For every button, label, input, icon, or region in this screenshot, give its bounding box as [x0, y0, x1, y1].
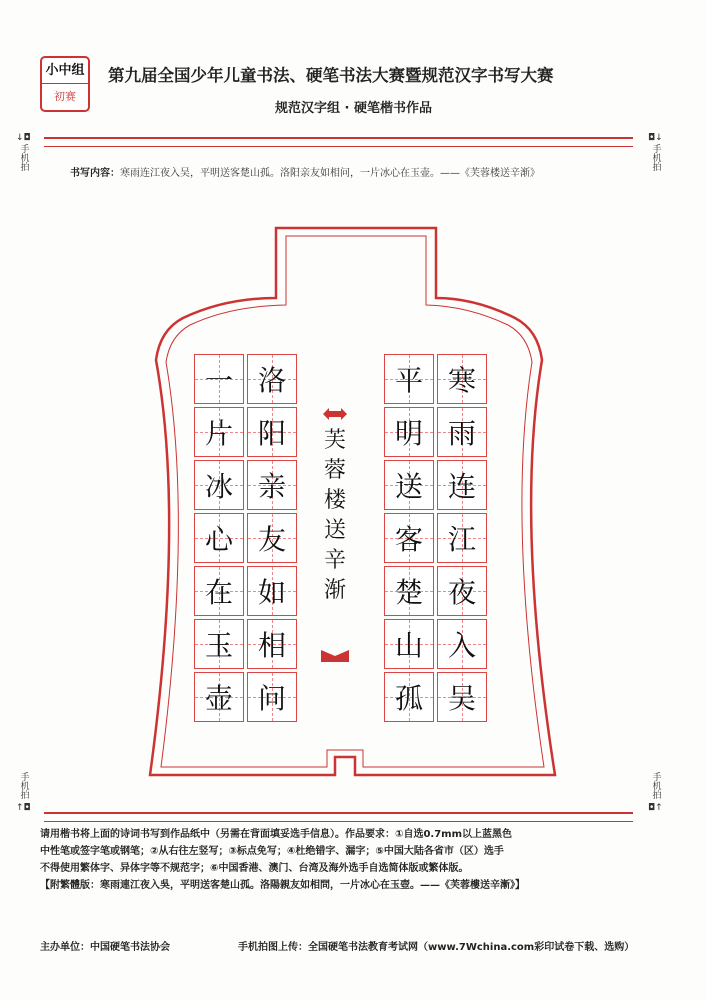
- grid-cell: [194, 513, 244, 563]
- poem-character: 亲: [257, 470, 286, 503]
- poem-character: 相: [257, 629, 286, 662]
- grid-cell: [384, 354, 434, 404]
- grid-cell: [194, 619, 244, 669]
- poem-character: 一: [204, 364, 233, 397]
- grid-cell: [384, 619, 434, 669]
- poem-character: 山: [394, 629, 423, 662]
- instructions-line-4: 【附繁體版：寒雨連江夜入吳，平明送客楚山孤。洛陽親友如相問，一片冰心在玉壺。——《芙蓉樓送辛漸》】: [40, 880, 525, 891]
- poem-character: 平: [394, 364, 423, 397]
- side-label: 手机拍: [18, 772, 29, 799]
- poem-character: 连: [447, 470, 476, 503]
- grid-cell: [384, 407, 434, 457]
- poem-character: 孤: [394, 682, 423, 715]
- instructions-line-2: 中性笔或签字笔或钢笔；②从右往左竖写；③标点免写；④杜绝错字、漏字；⑤中国大陆各省市（区）选手: [40, 846, 504, 857]
- camera-icon: ◘↓: [648, 133, 663, 143]
- grid-cell: [194, 354, 244, 404]
- poem-character: 寒: [447, 364, 476, 397]
- grid-cell: [437, 513, 487, 563]
- poem-character: 问: [257, 682, 286, 715]
- instructions: [40, 826, 666, 894]
- grid-cell: [384, 672, 434, 722]
- writing-content-label: 书写内容：: [70, 168, 120, 179]
- grid-cell: [247, 513, 297, 563]
- grid-cell: [437, 619, 487, 669]
- grid-cell: [384, 566, 434, 616]
- poem-character: 客: [394, 523, 423, 556]
- page-title: 第九届全国少年儿童书法、硬笔书法大赛暨规范汉字书写大赛: [108, 66, 554, 85]
- grid-cell: [437, 672, 487, 722]
- side-label: 手机拍: [18, 144, 29, 171]
- grid-cell: [194, 566, 244, 616]
- ornament-bottom-icon: [321, 650, 349, 662]
- instructions-line-3: 不得使用繁体字、异体字等不规范字；⑥中国香港、澳门、台湾及海外选手自选简体版或繁体版。: [40, 863, 469, 874]
- poem-character: 吴: [447, 682, 476, 715]
- poem-character: 心: [204, 523, 233, 556]
- grid-cell: [384, 513, 434, 563]
- poem-character: 在: [204, 576, 233, 609]
- grid-cell: [437, 407, 487, 457]
- grid-cell: [247, 407, 297, 457]
- side-label: 手机拍: [650, 144, 661, 171]
- upload-info: 手机拍图上传：全国硬笔书法教育考试网（www.7Wchina.com彩印试卷下载、选购）: [238, 942, 635, 953]
- grid-cell: [194, 460, 244, 510]
- poem-character: 雨: [447, 417, 476, 450]
- poem-character: 洛: [257, 364, 286, 397]
- poem-character: 送: [394, 470, 423, 503]
- grid-cell: [437, 354, 487, 404]
- poem-character: 明: [394, 417, 423, 450]
- instructions-line-1: 请用楷书将上面的诗词书写到作品纸中（另需在背面填妥选手信息）。作品要求：①自选0.7mm以上蓝黑色: [40, 829, 513, 840]
- poem-character: 江: [447, 523, 476, 556]
- poem-character: 玉: [204, 629, 233, 662]
- poem-character: 入: [447, 629, 476, 662]
- side-label: 手机拍: [650, 772, 661, 799]
- poem-character: 友: [257, 523, 286, 556]
- poem-character: 楚: [394, 576, 423, 609]
- page-subtitle: 规范汉字组 · 硬笔楷书作品: [275, 101, 432, 116]
- grid-cell: [437, 566, 487, 616]
- writing-content-text: 寒雨连江夜入吴，平明送客楚山孤。洛阳亲友如相问，一片冰心在玉壶。——《芙蓉楼送辛渐》: [120, 168, 540, 179]
- camera-icon: ↓◘: [16, 133, 31, 143]
- grid-left: [194, 354, 297, 722]
- poem-title: 芙 蓉 楼 送 辛 渐: [323, 428, 346, 603]
- poem-character: 冰: [204, 470, 233, 503]
- grid-cell: [247, 566, 297, 616]
- grid-right: [384, 354, 487, 722]
- grid-cell: [384, 460, 434, 510]
- grid-cell: [247, 672, 297, 722]
- badge-group-label: 小中组: [42, 58, 88, 84]
- poem-character: 夜: [447, 576, 476, 609]
- grid-cell: [247, 619, 297, 669]
- organizer: 主办单位：中国硬笔书法协会: [40, 942, 170, 953]
- grid-cell: [194, 407, 244, 457]
- grid-cell: [194, 672, 244, 722]
- badge-round-label: 初赛: [54, 90, 76, 103]
- ornament-top-icon: [321, 408, 349, 420]
- poem-character: 如: [257, 576, 286, 609]
- grid-cell: [247, 354, 297, 404]
- poem-character: 壶: [204, 682, 233, 715]
- camera-icon: ◘↑: [648, 803, 663, 813]
- poem-title-column: [321, 408, 349, 666]
- grid-cell: [247, 460, 297, 510]
- camera-icon: ↑◘: [16, 803, 31, 813]
- grid-cell: [437, 460, 487, 510]
- poem-character: 阳: [257, 417, 286, 450]
- poem-character: 片: [204, 417, 233, 450]
